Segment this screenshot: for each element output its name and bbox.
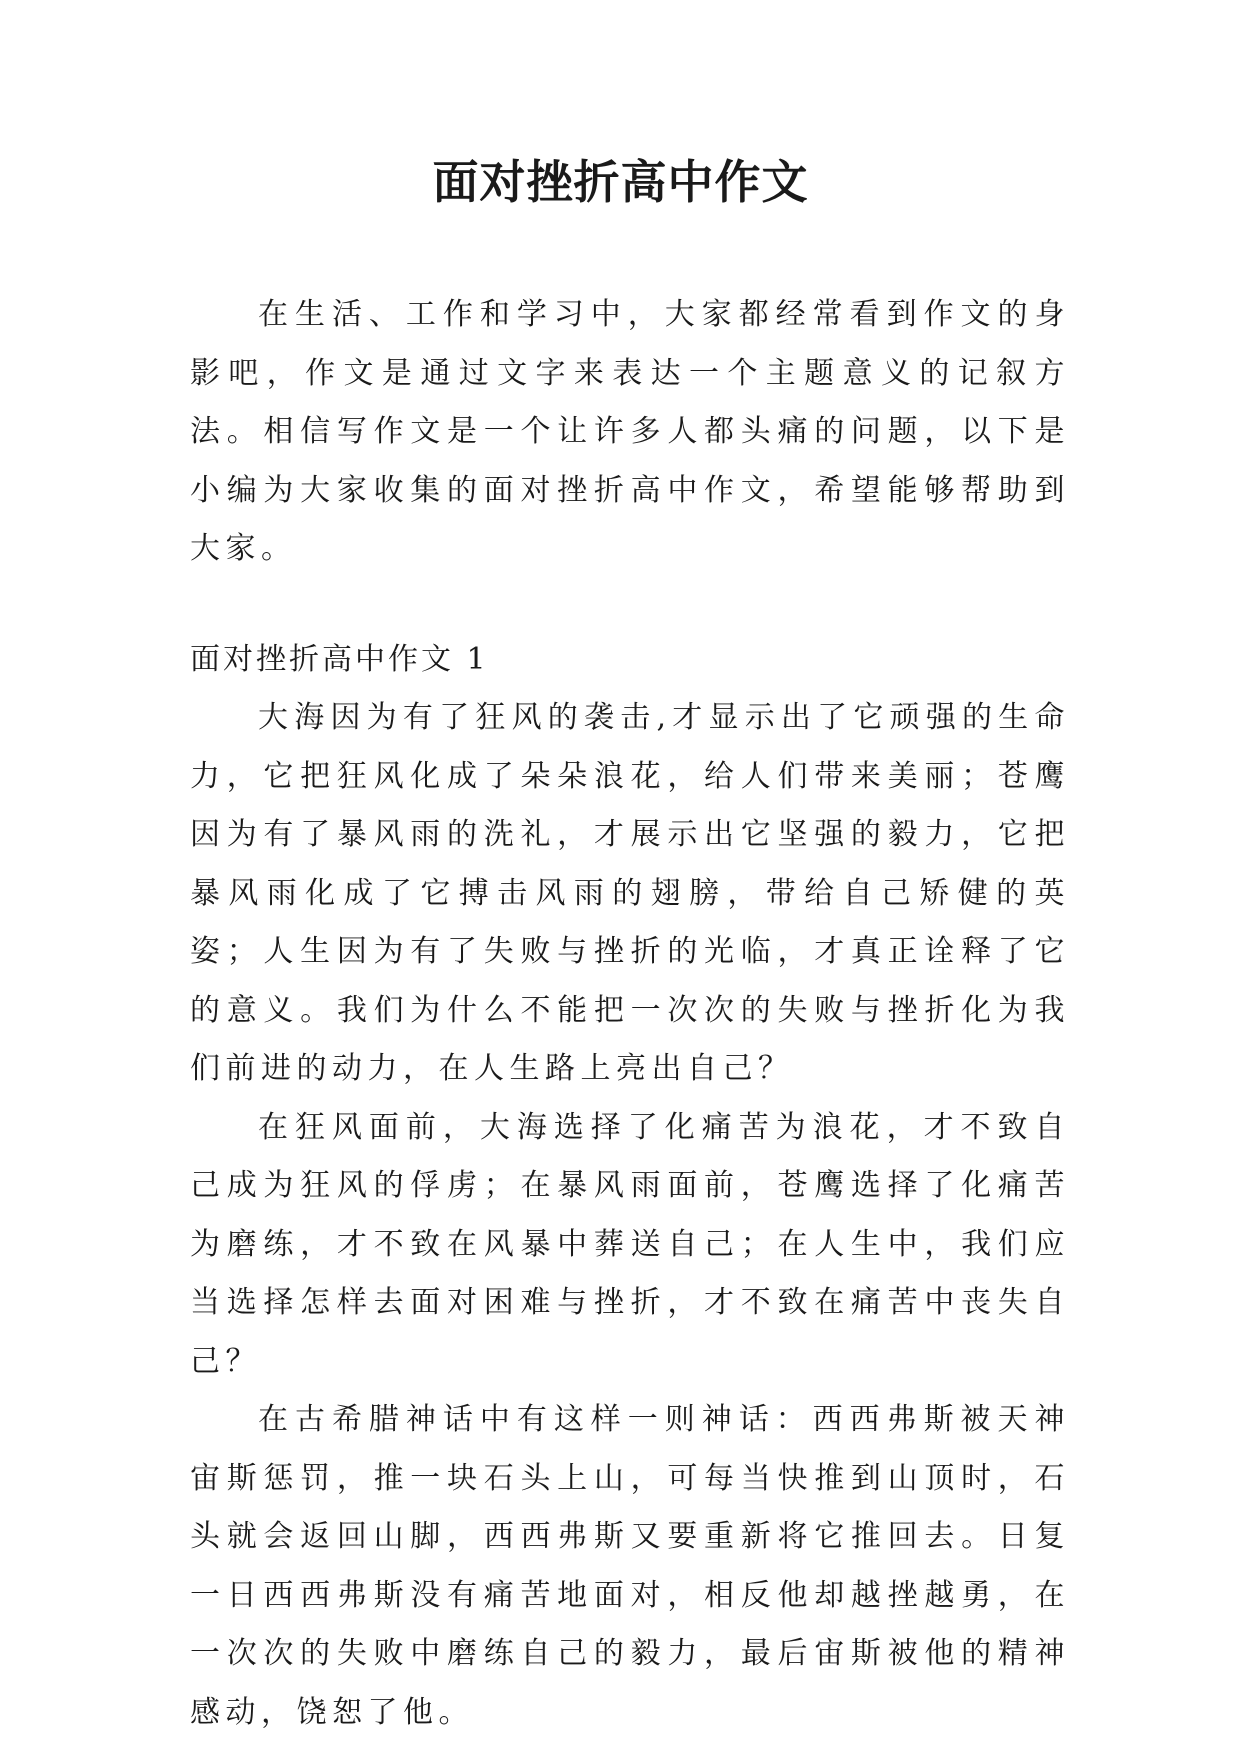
body-paragraph-3: 在古希腊神话中有这样一则神话：西西弗斯被天神宙斯惩罚，推一块石头上山，可每当快推到山顶时，石头就会返回山脚，西西弗斯又要重新将它推回去。日复一日西西弗斯没有痛苦地面对，相反他却越挫越勇，在一次次的失败中磨练自己的毅力，最后宙斯被他的精神感动，饶恕了他。 <box>190 1402 1070 1730</box>
body-paragraph-2: 在狂风面前，大海选择了化痛苦为浪花，才不致自己成为狂风的俘虏；在暴风雨面前，苍鹰选择了化痛苦为磨练，才不致在风暴中葬送自己；在人生中，我们应当选择怎样去面对困难与挫折，才不致在痛苦中丧失自己？ <box>190 1109 1070 1379</box>
section-heading: 面对挫折高中作文 1 <box>190 641 489 677</box>
document-body <box>190 286 1070 1742</box>
intro-paragraph: 在生活、工作和学习中，大家都经常看到作文的身影吧，作文是通过文字来表达一个主题意义的记叙方法。相信写作文是一个让许多人都头痛的问题，以下是小编为大家收集的面对挫折高中作文，希望能够帮助到大家。 <box>190 297 1070 566</box>
document-title: 面对挫折高中作文 <box>432 155 809 209</box>
body-paragraph-1: 大海因为有了狂风的袭击,才显示出了它顽强的生命力，它把狂风化成了朵朵浪花，给人们带来美丽；苍鹰因为有了暴风雨的洗礼，才展示出它坚强的毅力，它把暴风雨化成了它搏击风雨的翅膀，带给自己矫健的英姿；人生因为有了失败与挫折的光临，才真正诠释了它的意义。我们为什么不能把一次次的失败与挫折化为我们前进的动力，在人生路上亮出自己？ <box>190 700 1070 1086</box>
paragraph-spacer <box>190 579 1070 631</box>
